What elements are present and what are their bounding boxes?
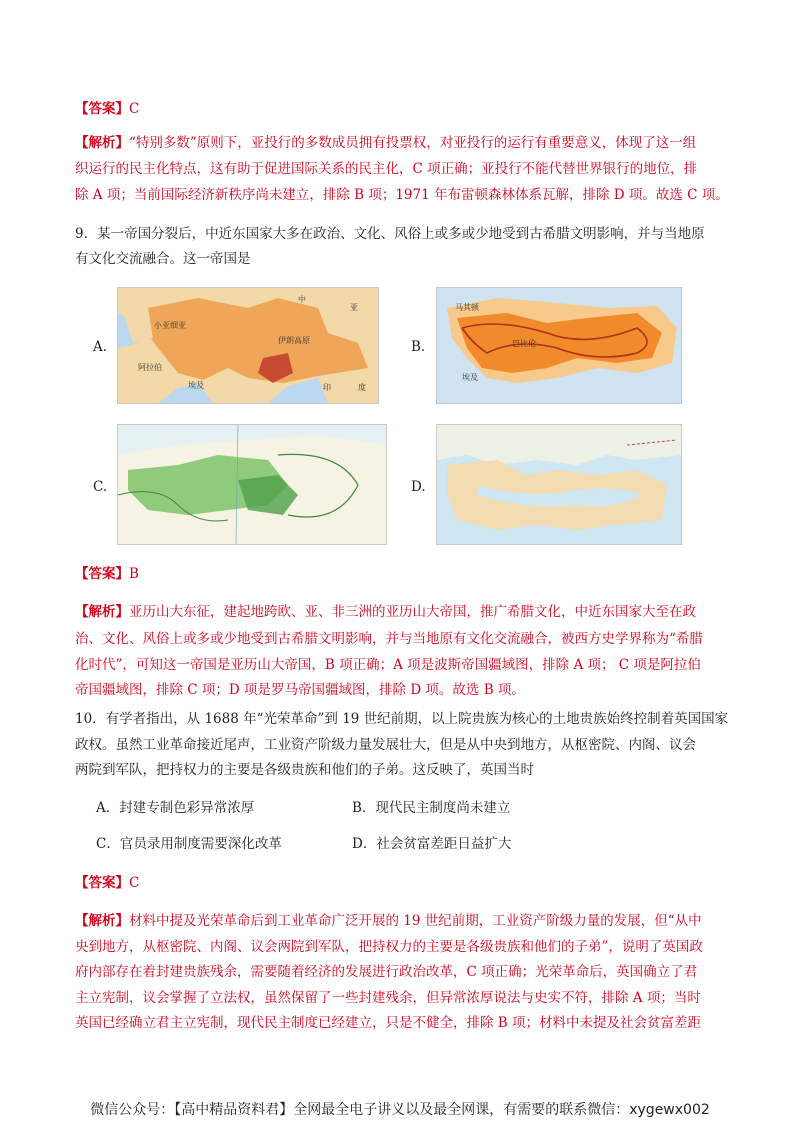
map-a-persian-empire — [117, 287, 379, 404]
analysis-tag: 【解析】 — [75, 135, 129, 151]
map-b-label-egypt: 埃及 — [462, 373, 478, 382]
answer-tag: 【答案】 — [75, 101, 129, 117]
q9-analysis-line-3: 化时代”，可知这一帝国是亚历山大帝国，B 项正确；A 项是波斯帝国疆域图，排除 A 项； C 项是阿拉伯 — [75, 657, 701, 673]
map-b-label-macedon: 马其顿 — [455, 303, 479, 312]
q10-analysis-line-4: 主立宪制，议会掌握了立法权，虽然保留了一些封建残余，但异常浓厚说法与史实不符，排除 A 项；当时 — [75, 990, 701, 1006]
map-a-label-iranian-plateau: 伊朗高原 — [278, 336, 310, 345]
q9-analysis-line-4: 帝国疆域图，排除 C 项；D 项是罗马帝国疆域图，排除 D 项。故选 B 项。 — [75, 682, 525, 698]
map-a-label-arabia: 阿拉伯 — [138, 363, 162, 372]
map-d-roman-empire — [436, 424, 682, 545]
q10-analysis-line-5: 英国已经确立君主立宪制，现代民主制度已经建立，只是不健全，排除 B 项；材料中未提及社会贫富差距 — [75, 1015, 702, 1031]
q8-analysis-line-1: 【解析】“特别多数”原则下，亚投行的多数成员拥有投票权，对亚投行的运行有重要意义，体现了这一组 — [75, 135, 697, 151]
choice-a: A．封建专制色彩异常浓厚 — [96, 800, 255, 816]
q9-analysis-line-1: 【解析】亚历山大东征，建起地跨欧、亚、非三洲的亚历山大帝国，推广希腊文化，中近东国家大至在政 — [75, 604, 696, 620]
option-a-label: A. — [93, 339, 108, 355]
analysis-tag: 【解析】 — [75, 604, 129, 620]
footer-promo: 微信公众号：【高中精品资料君】全网最全电子讲义以及最全网课，有需要的联系微信：xygewx002 — [90, 1102, 710, 1118]
answer-value: C — [129, 875, 140, 891]
q9-stem-line-2: 有文化交流融合。这一帝国是 — [75, 251, 251, 267]
answer-tag: 【答案】 — [75, 875, 129, 891]
answer-value: C — [129, 101, 140, 117]
map-b-label-babylon: 巴比伦 — [512, 339, 536, 348]
map-a-label-yin: 印 — [323, 383, 331, 392]
map-b-alexander-empire — [436, 287, 682, 404]
map-a-label-egypt: 埃及 — [188, 381, 204, 390]
map-a-label-ya: 亚 — [350, 303, 358, 312]
map-a-label-asia-minor: 小亚细亚 — [154, 321, 186, 330]
q10-analysis-line-1: 【解析】材料中提及光荣革命后到工业革命广泛开展的 19 世纪前期，工业资产阶级力量的发展，但“从中 — [75, 913, 702, 929]
q9-analysis-line-2: 治、文化、风俗上或多或少地受到古希腊文明影响，并与当地原有文化交流融合，被西方史学界称为“希腊 — [75, 631, 703, 647]
answer-tag: 【答案】 — [75, 566, 129, 582]
q8-analysis-line-2: 织运行的民主化特点，这有助于促进国际关系的民主化，C 项正确；亚投行不能代替世界银行的地位，排 — [75, 161, 698, 177]
q10-analysis-line-2: 央到地方，从枢密院、内阁、议会两院到军队，把持权力的主要是各级贵族和他们的子弟”，说明了英国政 — [75, 939, 703, 955]
map-a-label-zhong: 中 — [298, 295, 306, 304]
q10-answer — [75, 873, 800, 893]
analysis-tag: 【解析】 — [75, 913, 129, 929]
map-c-arab-empire — [117, 424, 387, 545]
q10-stem-line-3: 两院到军队，把持权力的主要是各级贵族和他们的子弟。这反映了，英国当时 — [75, 762, 534, 778]
q9-stem-line-1: 9．某一帝国分裂后，中近东国家大多在政治、文化、风俗上或多或少地受到古希腊文明影响，并与当地原 — [75, 226, 705, 242]
q10-stem-line-1: 10．有学者指出，从 1688 年“光荣革命”到 19 世纪前期，以上院贵族为核心的土地贵族始终控制着英国国家 — [75, 711, 729, 727]
option-c-label: C. — [93, 479, 108, 495]
option-b-label: B. — [411, 339, 426, 355]
q8-answer — [75, 99, 800, 119]
choice-c: C．官员录用制度需要深化改革 — [96, 836, 282, 852]
q10-stem-line-2: 政权。虽然工业革命接近尾声，工业资产阶级力量发展壮大，但是从中央到地方，从枢密院、内阁、议会 — [75, 737, 696, 753]
choice-d: D．社会贫富差距日益扩大 — [352, 836, 512, 852]
q9-answer — [75, 564, 800, 584]
answer-value: B — [129, 566, 139, 582]
option-d-label: D. — [411, 479, 426, 495]
q10-analysis-line-3: 府内部存在着封建贵族残余，需要随着经济的发展进行政治改革，C 项正确；光荣革命后，英国确立了君 — [75, 964, 698, 980]
map-a-label-du: 度 — [358, 383, 366, 392]
q8-analysis-line-3: 除 A 项；当前国际经济新秩序尚未建立，排除 B 项；1971 年布雷顿森林体系瓦解，排除 D 项。故选 C 项。 — [75, 187, 729, 203]
choice-b: B．现代民主制度尚未建立 — [352, 800, 511, 816]
